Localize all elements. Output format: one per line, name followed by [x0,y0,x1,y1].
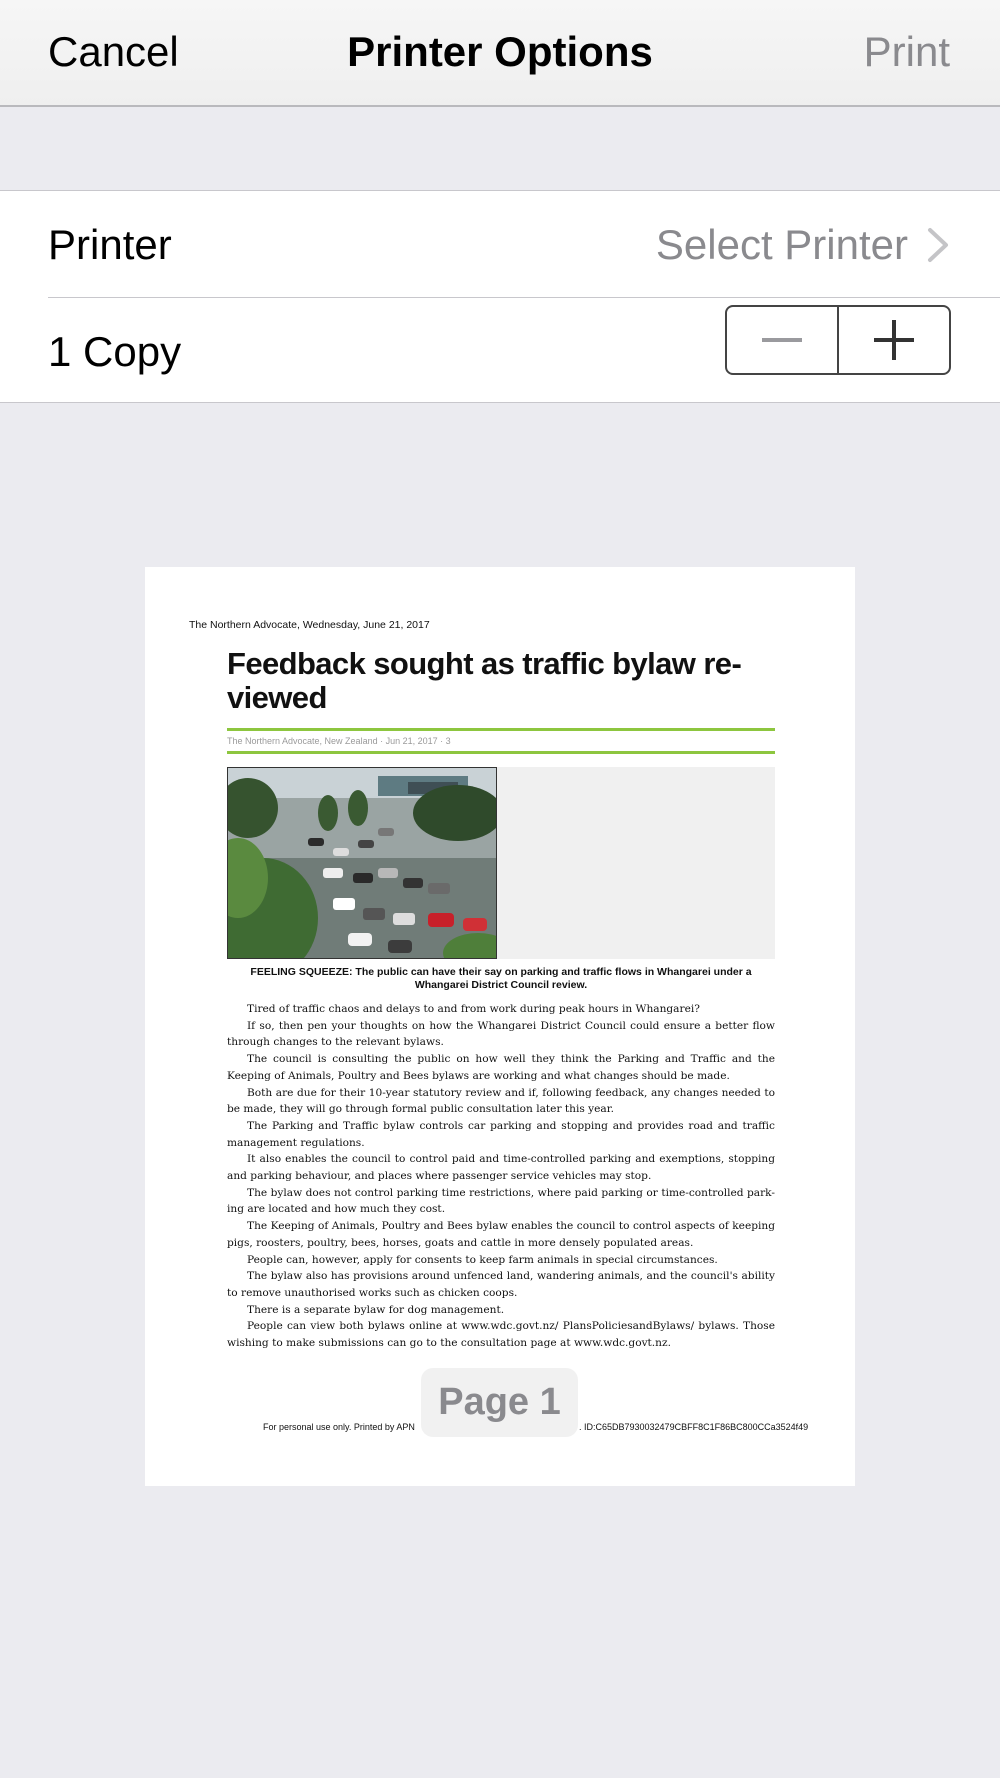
print-preview-page[interactable] [145,567,855,1486]
copies-row [0,298,1000,404]
printer-row[interactable] [0,191,1000,297]
article-paragraph: There is a separate bylaw for dog management. [247,1303,505,1316]
decrement-button[interactable] [727,307,837,373]
article-byline: The Northern Advocate, New Zealand · Jun 21, 2017 · 3 [227,736,451,746]
article-paragraph: If so, then pen your thoughts on how the Whangarei District Council could ensure a better flow through changes to the relevant bylaws. [227,1019,775,1049]
divider-green-bottom [227,751,775,754]
copies-stepper [725,305,951,375]
photo-caption: FEELING SQUEEZE: The public can have their say on parking and traffic flows in Whangarei under a Whangarei District Council review. [250,966,752,991]
article-paragraph: The bylaw also has provisions around unfenced land, wandering animals, and the council's ability to remove unauthorised works such as chicken coops. [227,1270,775,1299]
page-number-badge: Page 1 [421,1368,578,1437]
article-paragraph: Both are due for their 10-year statutory review and if, following feedback, any changes needed to be made, they will go through formal public consultation later this year. [227,1086,775,1116]
article-paragraph: The Keeping of Animals, Poultry and Bees bylaw enables the council to control aspects of keeping pigs, roosters, poultry, bees, horses, goats and cattle in more densely populated areas. [227,1220,775,1249]
article-paragraph: It also enables the council to control paid and time-controlled parking and exemptions, stopping and parking behaviour, and places where passenger service vehicles may stop. [227,1153,775,1183]
article-photo [227,767,497,959]
print-button[interactable]: Print [863,28,950,75]
increment-button[interactable] [837,307,949,373]
plus-icon [874,320,914,360]
copies-label: 1 Copy [48,328,182,375]
publication-line: The Northern Advocate, Wednesday, June 21, 2017 [189,619,430,631]
article-paragraph: People can view both bylaws online at www.wdc.govt.nz/ PlansPoliciesandBylaws/ bylaws. Those wishing to make submissions can go to the consultation page at www.wdc.govt.nz. [227,1320,775,1350]
cancel-button[interactable]: Cancel [48,28,179,75]
footer-right-text: . ID:C65DB7930032479CBFF8C1F86BC800CCa3524f49 [579,1422,809,1432]
article-headline: Feedback sought as traffic bylaw re-viewed [227,646,742,715]
article-paragraph: The council is consulting the public on how well they think the Parking and Traffic and the Keeping of Animals, Poultry and Bees bylaws are working and what changes should be made. [227,1053,775,1082]
article-paragraph: Tired of traffic chaos and delays to and from work during peak hours in Whangarei? [247,1003,700,1015]
printer-label: Printer [48,221,172,268]
minus-icon [762,337,802,343]
printer-value: Select Printer [655,221,908,268]
article-paragraph: The bylaw does not control parking time restrictions, where paid parking or time-controlled park-ing are located and how much they cost. [227,1186,775,1216]
navigation-bar [0,0,1000,107]
article-paragraph: The Parking and Traffic bylaw controls car parking and stopping and provides road and traffic management regulations. [227,1119,775,1149]
photo-area [227,767,775,959]
chevron-right-icon [922,225,952,265]
divider-green-top [227,728,775,731]
page-title: Printer Options [347,28,653,75]
article-body [227,1001,775,1352]
article-paragraph: People can, however, apply for consents to keep farm animals in special circumstances. [247,1253,718,1266]
footer-left-text: For personal use only. Printed by APN [263,1422,415,1432]
printer-settings-group [0,190,1000,403]
